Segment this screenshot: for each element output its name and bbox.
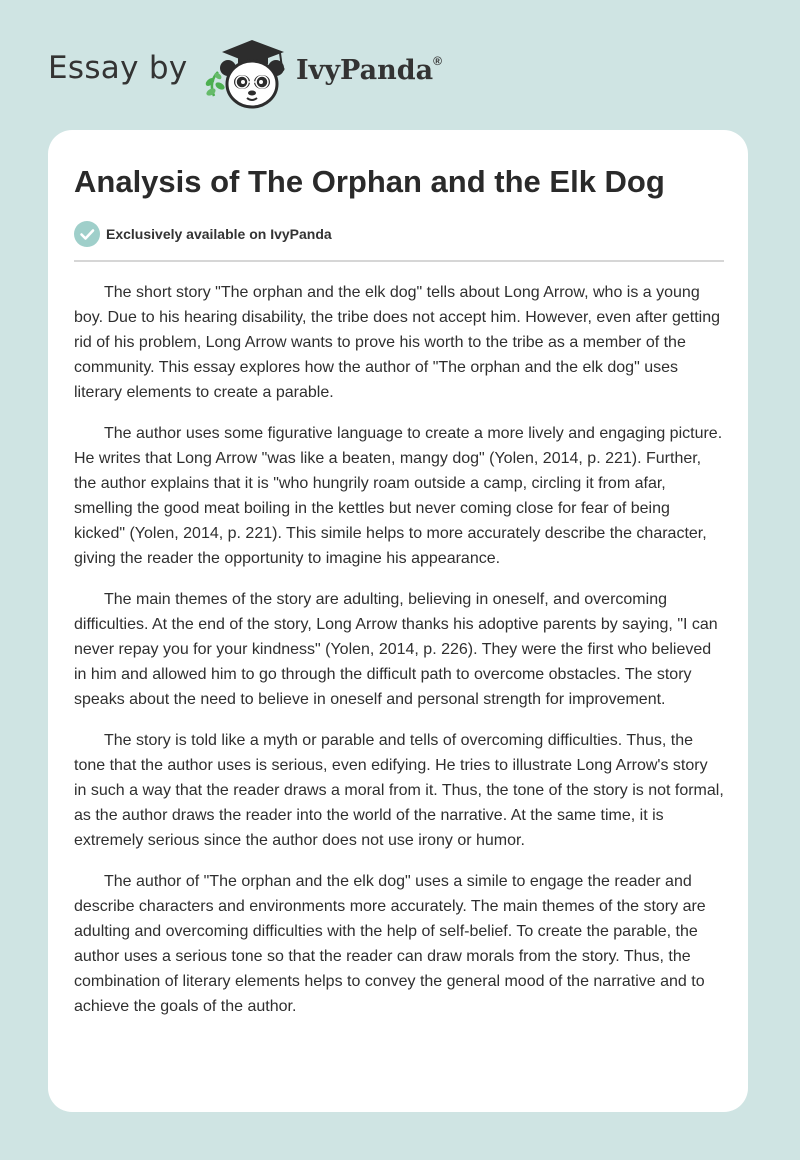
page-title: Analysis of The Orphan and the Elk Dog	[74, 164, 665, 199]
paragraph: The author uses some figurative language to create a more lively and engaging picture. He writes that Long Arrow "was like a beaten, mangy dog" (Yolen, 2014, p. 221). Further, the author explains that it is "who hungrily roam outside a camp, circling it from afar, smelling the good meat boiling in the kettles but never coming close for fear of being kicked" (Yolen, 2014, p. 221). This simile helps to more accurately describe the character, giving the reader the opportunity to imagine his appearance.	[74, 425, 723, 567]
trademark-mark: ®	[433, 54, 442, 68]
essay-body	[74, 280, 724, 1035]
essay-by-label: Essay by	[48, 50, 188, 86]
brand-text: IvyPanda	[296, 55, 434, 86]
paragraph: The story is told like a myth or parable and tells of overcoming difficulties. Thus, the tone that the author uses is serious, even edifying. He tries to illustrate Long Arrow's story in such a way that the reader draws a moral from it. Thus, the tone of the story is not formal, as the author draws the reader into the world of the narrative. At the same time, it is extremely serious since the author does not use irony or humor.	[74, 732, 724, 849]
brand-name[interactable]	[296, 55, 442, 86]
paragraph: The main themes of the story are adulting, believing in oneself, and overcoming difficulties. At the end of the story, Long Arrow thanks his adoptive parents by saying, "I can never repay you for your kindness" (Yolen, 2014, p. 226). They were the first who believed in him and allowed him to go through the difficult path to overcome obstacles. The story speaks about the need to believe in oneself and personal strength for improvement.	[74, 591, 718, 708]
panda-graduate-icon[interactable]	[200, 34, 292, 112]
paragraph: The author of "The orphan and the elk dog" uses a simile to engage the reader and describe characters and environments more accurately. The main themes of the story are adulting and overcoming difficulties with the help of self-belief. To create the parable, the author uses a serious tone so that the reader can draw morals from the story. Thus, the combination of literary elements helps to convey the general mood of the narrative and to achieve the goals of the author.	[74, 873, 706, 1015]
exclusive-badge	[74, 221, 332, 247]
title-divider	[74, 260, 724, 262]
essay-card	[48, 130, 748, 1112]
site-header	[0, 0, 800, 130]
check-circle-icon	[74, 221, 100, 247]
paragraph: The short story "The orphan and the elk dog" tells about Long Arrow, who is a young boy. Due to his hearing disability, the tribe does not accept him. However, even after getting rid of his problem, Long Arrow wants to prove his worth to the tribe as a member of the community. This essay explores how the author of "The orphan and the elk dog" uses literary elements to create a parable.	[74, 284, 720, 401]
exclusive-badge-text: Exclusively available on IvyPanda	[106, 226, 332, 242]
